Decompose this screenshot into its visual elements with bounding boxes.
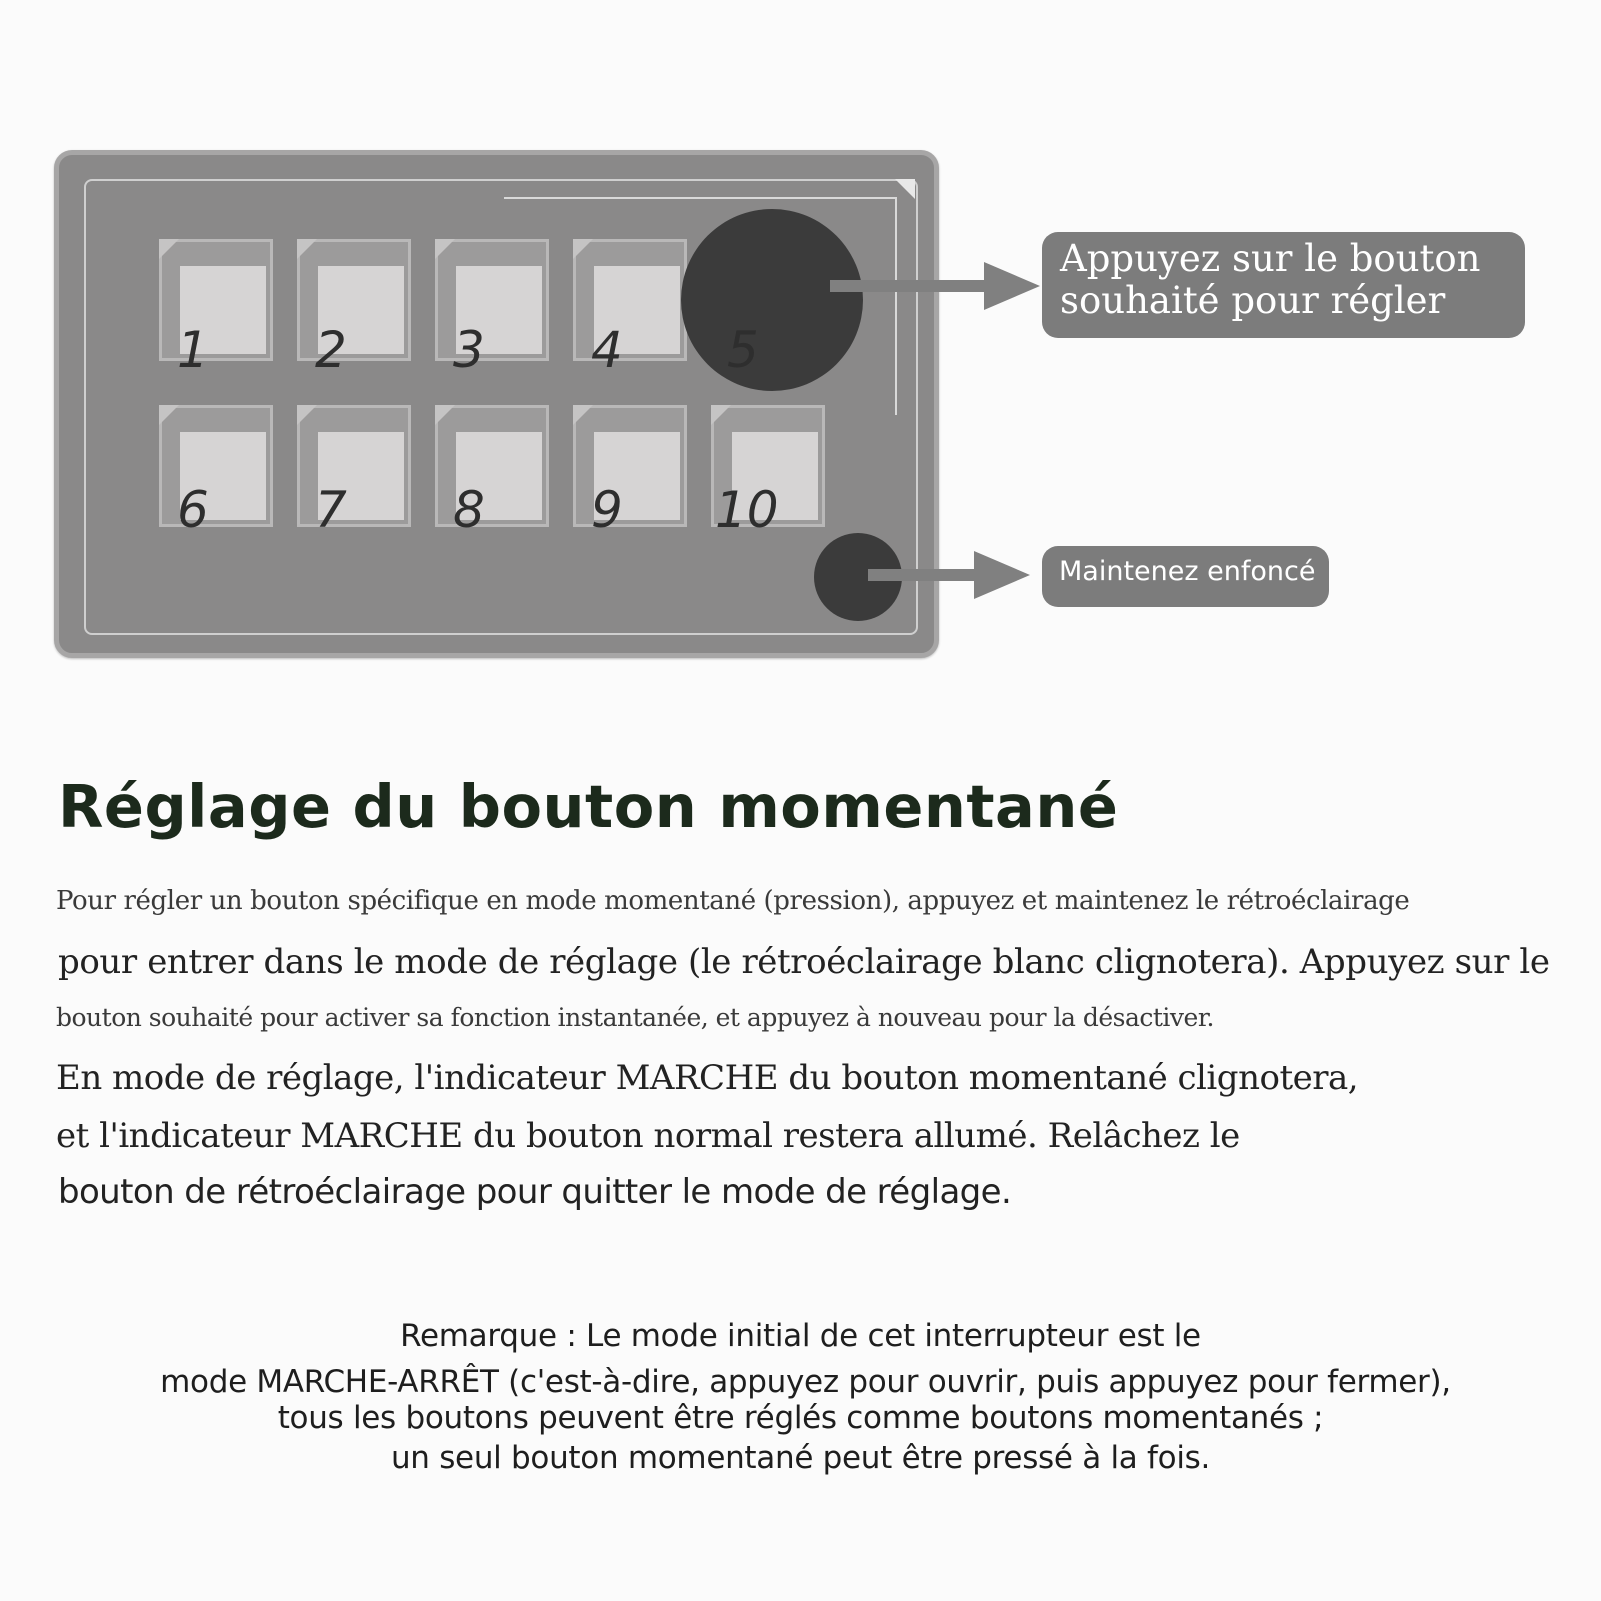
key-number-3: 3	[453, 321, 485, 379]
page-title: Réglage du bouton momentané	[58, 772, 1119, 841]
arrow-press-head	[984, 262, 1040, 310]
callout-press-button	[1042, 232, 1525, 338]
paragraph-line-1: Pour régler un bouton spécifique en mode momentané (pression), appuyez et maintenez le rétroéclairage	[56, 886, 1410, 916]
callout-hold-text: Maintenez enfoncé	[1059, 556, 1316, 587]
paragraph-line-4: En mode de réglage, l'indicateur MARCHE du bouton momentané clignotera,	[56, 1058, 1359, 1098]
paragraph-line-2: pour entrer dans le mode de réglage (le rétroéclairage blanc clignotera). Appuyez sur le	[58, 942, 1550, 982]
key-number-4: 4	[591, 321, 623, 379]
callout-hold	[1042, 546, 1329, 607]
switch-panel-illustration	[54, 150, 939, 658]
note-line-4: un seul bouton momentané peut être pressé à la fois.	[390, 1440, 1211, 1476]
panel-highlight-top	[504, 197, 897, 199]
note-line-1: Remarque : Le mode initial de cet interrupteur est le	[400, 1318, 1201, 1354]
note-line-3: tous les boutons peuvent être réglés comme boutons momentanés ;	[277, 1400, 1324, 1436]
paragraph-line-6: bouton de rétroéclairage pour quitter le mode de réglage.	[58, 1172, 1012, 1212]
selected-button-highlight	[681, 209, 863, 391]
panel-highlight-right	[895, 197, 897, 415]
key-number-10: 10	[715, 481, 779, 539]
paragraph-line-3: bouton souhaité pour activer sa fonction instantanée, et appuyez à nouveau pour la désactiver.	[56, 1003, 1214, 1032]
key-number-1: 1	[177, 321, 209, 379]
arrow-hold-line	[868, 569, 980, 581]
arrow-press-line	[830, 280, 990, 292]
key-number-9: 9	[591, 481, 623, 539]
callout-press-line-1: Appuyez sur le bouton	[1060, 237, 1481, 280]
key-number-8: 8	[453, 481, 485, 539]
key-number-2: 2	[315, 321, 347, 379]
key-number-6: 6	[177, 481, 209, 539]
key-number-7: 7	[315, 481, 347, 539]
panel-corner-fold	[895, 179, 915, 199]
key-number-5: 5	[727, 321, 759, 379]
arrow-hold-head	[974, 551, 1030, 599]
callout-press-line-2: souhaité pour régler	[1060, 279, 1446, 322]
note-line-2: mode MARCHE-ARRÊT (c'est-à-dire, appuyez pour ouvrir, puis appuyez pour fermer),	[160, 1364, 1451, 1400]
paragraph-line-5: et l'indicateur MARCHE du bouton normal restera allumé. Relâchez le	[56, 1116, 1240, 1156]
